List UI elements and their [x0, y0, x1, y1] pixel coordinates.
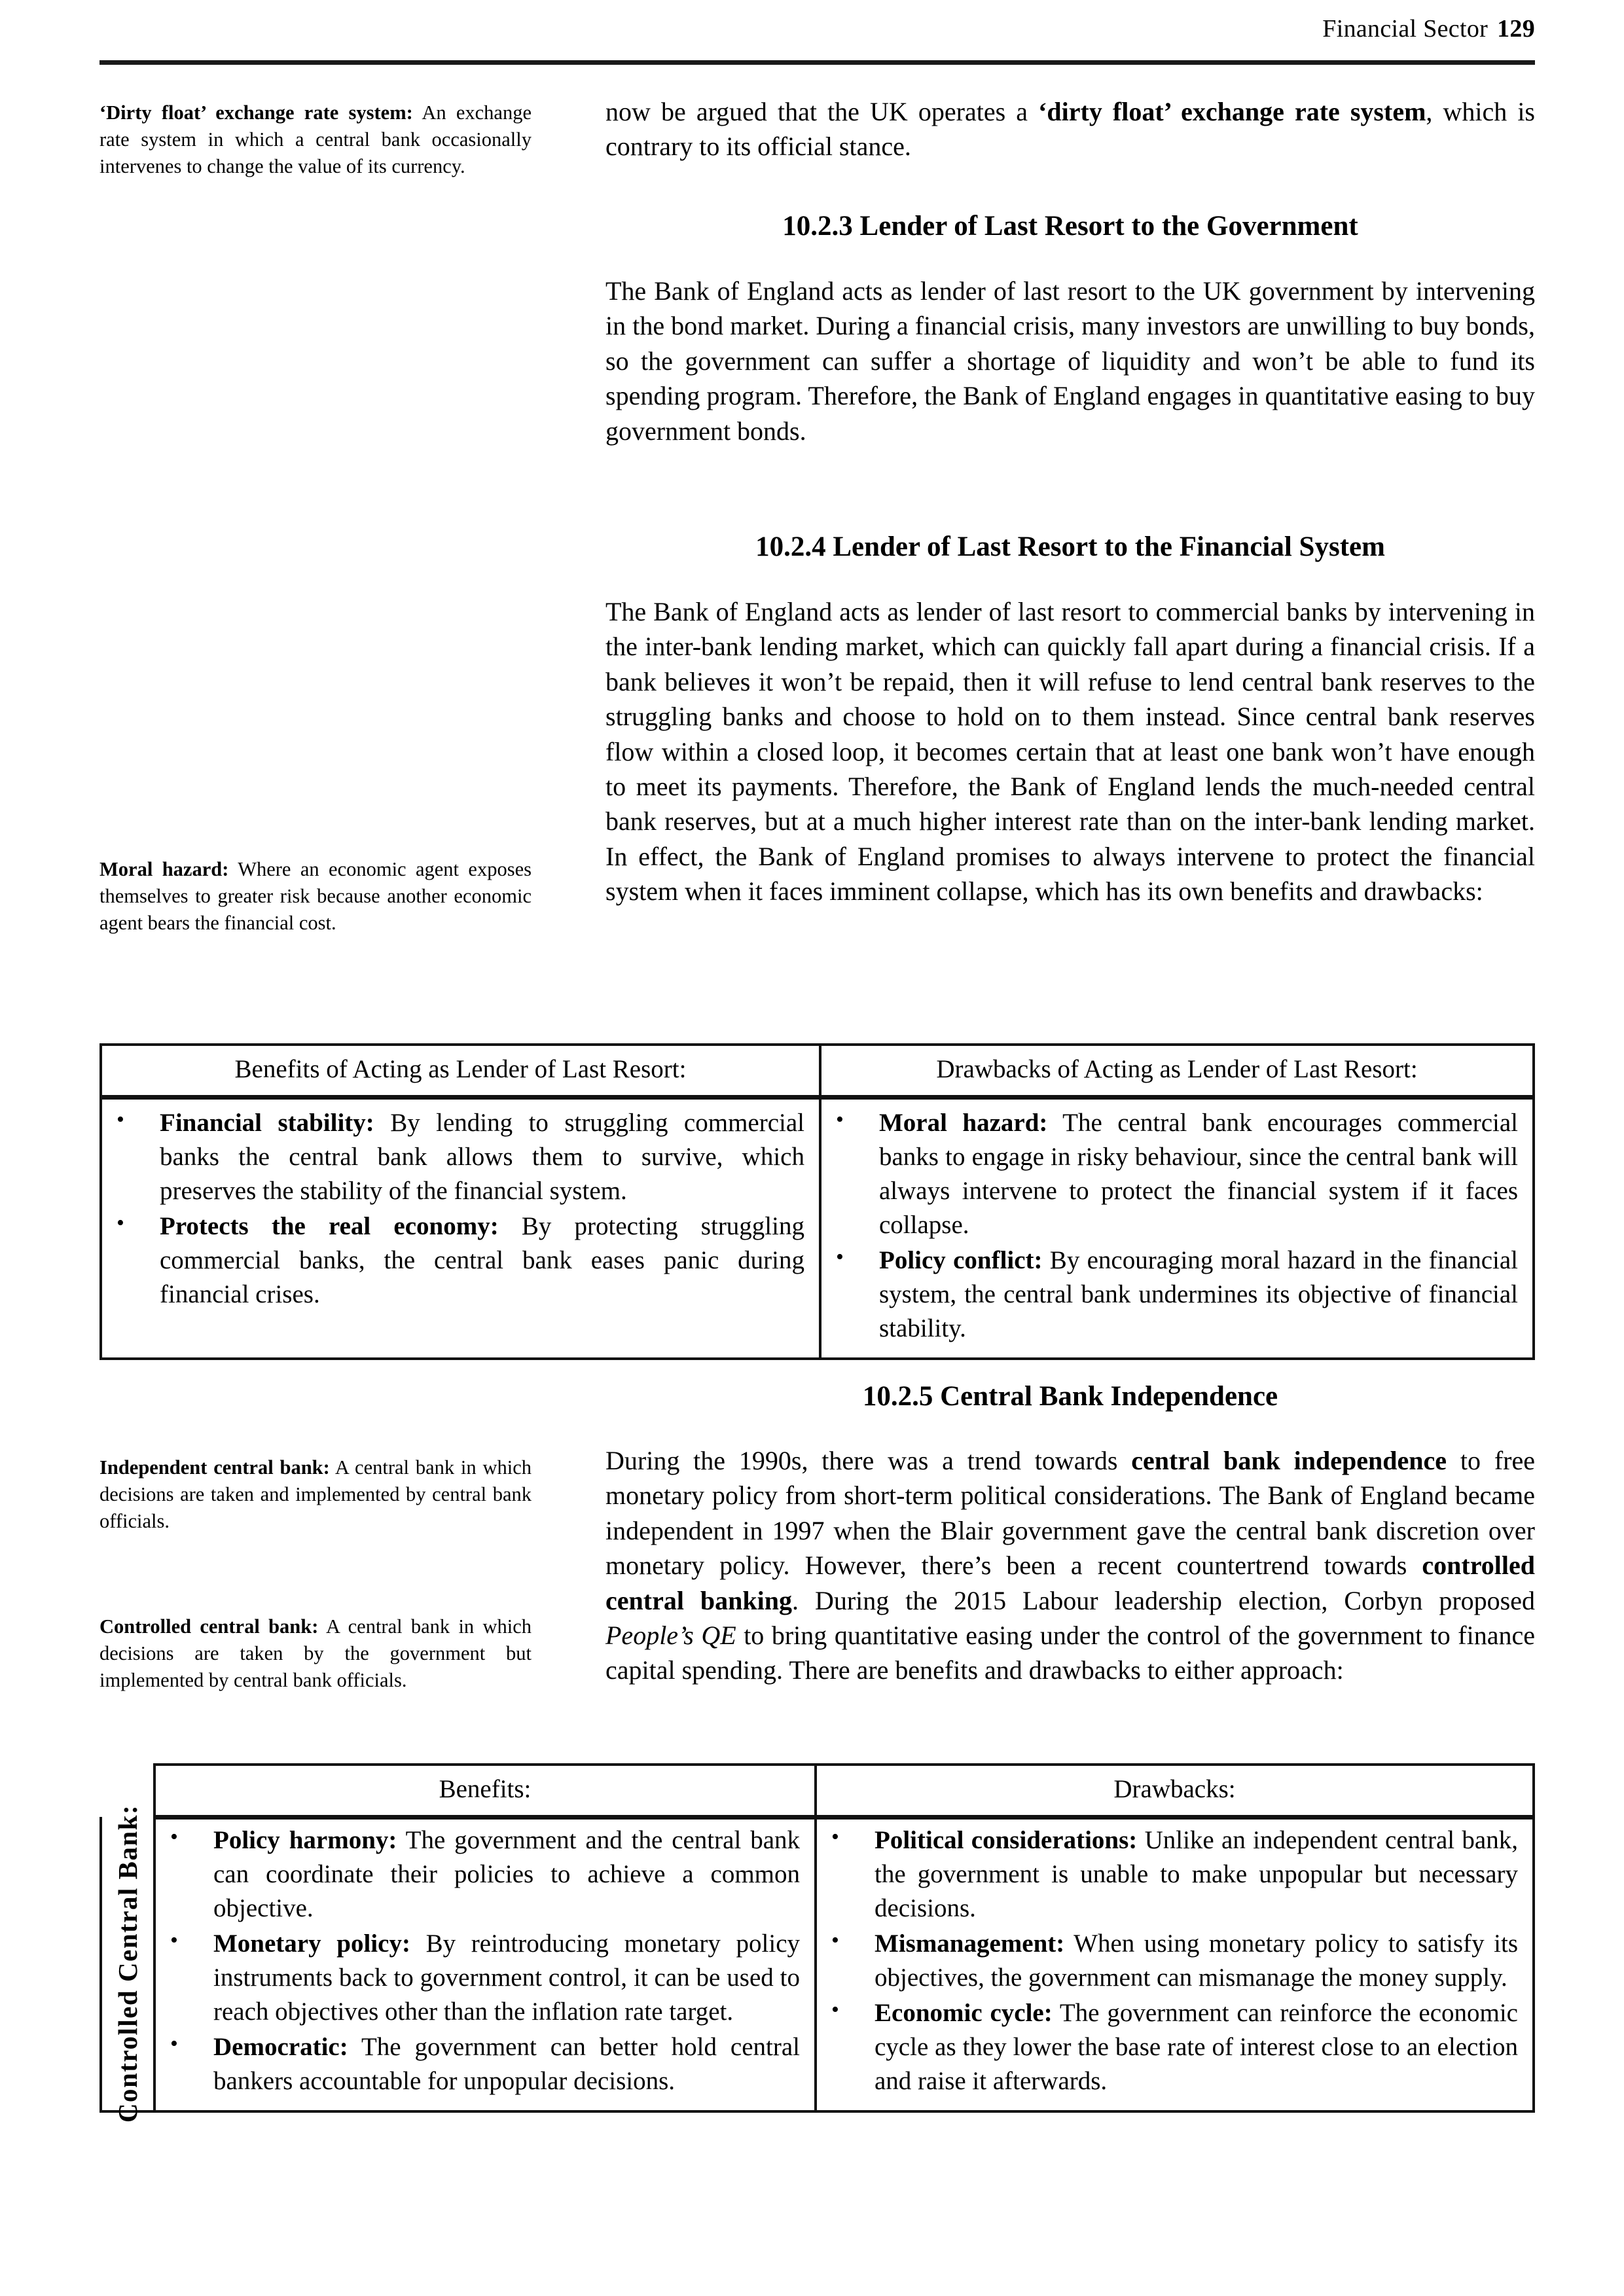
sidenote-moral-hazard: [99, 856, 532, 937]
continued-paragraph-emphasis: ‘dirty float’ exchange rate system: [1038, 97, 1426, 126]
table-body-row: [102, 1100, 1532, 1357]
running-head: [99, 14, 1535, 43]
list-item-text: When using monetary policy to satisfy its objectives, the government can mismanage the money supply.: [875, 1929, 1518, 1992]
table-body-row: [99, 1804, 1535, 2123]
paragraph-part-1: During the 1990s, there was a trend towards: [605, 1446, 1132, 1475]
sidenote-independent-central-bank: [99, 1454, 532, 1535]
sidenote-definition: Where an economic agent exposes themselves to greater risk because another economic agent bears the financial cost.: [99, 858, 532, 934]
table-cell-benefits: [156, 1817, 817, 2111]
table-cell-benefits: [102, 1100, 821, 1357]
table-row-label-cell: [102, 1804, 156, 2123]
list-item-term: Mismanagement:: [875, 1929, 1065, 1958]
list-item-term: Protects the real economy:: [160, 1211, 499, 1240]
table-header-drawbacks: Drawbacks of Acting as Lender of Last Resort:: [936, 1055, 1418, 1083]
list-item-term: Policy harmony:: [213, 1825, 397, 1854]
paragraph-part-4: to bring quantitative easing under the control of the government to finance capital spending. There are benefits and drawbacks to either approach:: [605, 1620, 1536, 1685]
list-item: [831, 1244, 1518, 1346]
drawbacks-list: [826, 1823, 1518, 2099]
section-heading-10-2-3: 10.2.3 Lender of Last Resort to the Government: [782, 211, 1358, 242]
paragraph-part-2: to free monetary policy from short-term political considerations. The Bank of England became independent in 1997 when the Blair government gave the central bank discretion over monetary policy. However, there’s been a recent countertrend towards: [605, 1446, 1536, 1581]
sidenote-controlled-central-bank: [99, 1613, 532, 1694]
table-controlled-central-bank: [99, 1763, 1535, 2123]
table-row-label: Controlled Central Bank:: [113, 1804, 143, 2123]
table-header-benefits: Benefits:: [156, 1766, 817, 1815]
page-number: 129: [1497, 15, 1535, 43]
list-item: [826, 1996, 1518, 2098]
sidenote-dirty-float: [99, 99, 532, 180]
section-heading-10-2-5: 10.2.5 Central Bank Independence: [862, 1381, 1278, 1412]
list-item: [111, 1106, 804, 1208]
continued-paragraph-tail: , which is contrary to its official stance.: [605, 97, 1535, 162]
header-rule: [99, 60, 1535, 65]
sidenote-definition: An exchange rate system in which a central bank occasionally intervenes to change the value of its currency.: [99, 101, 532, 177]
sidenote-definition: A central bank in which decisions are taken by the government but implemented by central bank officials.: [99, 1615, 532, 1691]
list-item: [165, 2030, 800, 2098]
section-body-10-2-5: [605, 1443, 1535, 1688]
list-item: [165, 1823, 800, 1926]
section-heading-10-2-4: 10.2.4 Lender of Last Resort to the Financial System: [755, 531, 1385, 562]
table-cell-drawbacks: [817, 1817, 1532, 2111]
continued-paragraph-lead: now be argued that the UK operates a: [605, 97, 1039, 126]
paragraph-part-3: . During the 2015 Labour leadership election, Corbyn proposed: [792, 1585, 1535, 1615]
list-item: [111, 1210, 804, 1312]
sidenote-term: Independent central bank:: [99, 1456, 330, 1479]
sidenote-term: Controlled central bank:: [99, 1615, 319, 1638]
table-header-drawbacks: Drawbacks:: [1113, 1775, 1236, 1803]
list-item-text: The government can better hold central bankers accountable for unpopular decisions.: [213, 2033, 800, 2096]
list-item-text: By encouraging moral hazard in the financial system, the central bank undermines its objective of financial stability.: [879, 1246, 1519, 1343]
list-item-term: Economic cycle:: [875, 1999, 1053, 2028]
list-item-text: By lending to struggling commercial banks the central bank allows them to survive, which preserves the stability of the financial system.: [160, 1108, 805, 1205]
table-header-row: [102, 1046, 1532, 1100]
list-item-term: Monetary policy:: [213, 1929, 410, 1958]
list-item-text: The government and the central bank can coordinate their policies to achieve a common objective.: [213, 1825, 801, 1922]
list-item-term: Democratic:: [213, 2033, 348, 2062]
paragraph-emphasis-1: central bank independence: [1131, 1446, 1447, 1475]
benefits-list: [111, 1106, 804, 1312]
running-head-title: Financial Sector: [1322, 15, 1489, 43]
paragraph-emphasis-2: controlled central banking: [605, 1551, 1535, 1615]
list-item: [826, 1823, 1518, 1926]
table-header-row: [99, 1763, 1535, 1820]
list-item-term: Moral hazard:: [879, 1108, 1048, 1137]
list-item: [826, 1927, 1518, 1995]
sidenote-term: ‘Dirty float’ exchange rate system:: [99, 101, 413, 124]
table-header-benefits: Benefits of Acting as Lender of Last Resort:: [102, 1046, 821, 1095]
list-item: [165, 1927, 800, 2029]
list-item-text: The central bank encourages commercial banks to engage in risky behaviour, since the central bank will always intervene to protect the financial system if it faces collapse.: [879, 1108, 1518, 1239]
list-item-text: The government can reinforce the economic cycle as they lower the base rate of interest close to an election and raise it afterwards.: [875, 1999, 1518, 2096]
list-item-text: By protecting struggling commercial banks, the central bank eases panic during financial crises.: [160, 1211, 804, 1309]
table-lender-of-last-resort: [99, 1043, 1535, 1360]
sidenote-term: Moral hazard:: [99, 858, 229, 880]
continued-paragraph: [605, 94, 1535, 164]
list-item-term: Financial stability:: [160, 1108, 374, 1137]
table-cell-drawbacks: [821, 1100, 1532, 1357]
list-item-text: By reintroducing monetary policy instruments back to government control, it can be used to reach objectives other than the inflation rate target.: [213, 1929, 800, 2026]
benefits-list: [165, 1823, 800, 2099]
section-body-10-2-4: The Bank of England acts as lender of last resort to commercial banks by intervening in the inter-bank lending market, which can quickly fall apart during a financial crisis. If a bank believes it won’t be repaid, then it will refuse to lend central bank reserves to the struggling banks and choose to hold on to them instead. Since central bank reserves flow within a closed loop, it becomes certain that at least one bank won’t have enough to meet its payments. Therefore, the Bank of England lends the much-needed central bank reserves, but at a much higher interest rate than on the inter-bank lending market. In effect, the Bank of England promises to always intervene to protect the financial system when it faces imminent collapse, which has its own benefits and drawbacks:: [605, 597, 1535, 906]
list-item-term: Policy conflict:: [879, 1246, 1043, 1275]
section-body-10-2-3: The Bank of England acts as lender of last resort to the UK government by intervening in the bond market. During a financial crisis, many investors are unwilling to buy bonds, so the government can suffer a shortage of liquidity and won’t be able to fund its spending program. Therefore, the Bank of England engages in quantitative easing to buy government bonds.: [605, 276, 1535, 446]
drawbacks-list: [831, 1106, 1518, 1346]
list-item-term: Political considerations:: [875, 1825, 1138, 1854]
sidenote-definition: A central bank in which decisions are taken and implemented by central bank officials.: [99, 1456, 532, 1532]
paragraph-italic-1: People’s QE: [605, 1620, 736, 1650]
list-item: [831, 1106, 1518, 1242]
list-item-text: Unlike an independent central bank, the government is unable to make unpopular but necessary decisions.: [875, 1825, 1518, 1922]
